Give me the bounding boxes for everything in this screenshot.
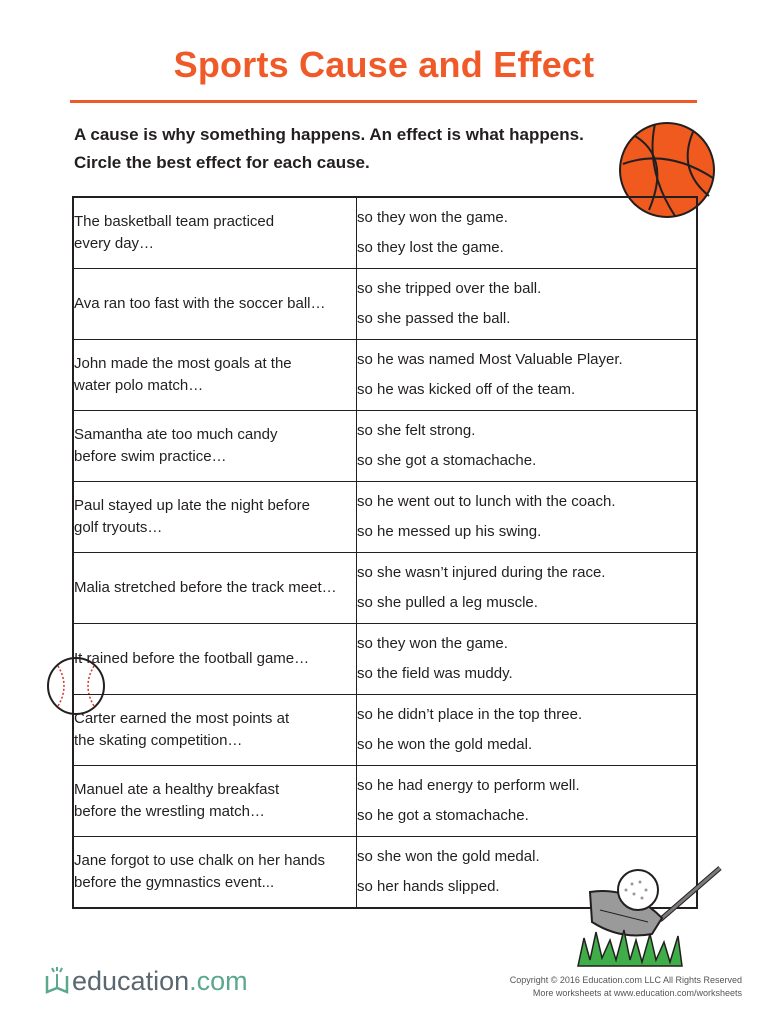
effect-option[interactable]: so she wasn’t injured during the race. <box>357 564 606 581</box>
cause-cell <box>73 340 357 411</box>
instructions-line-1: A cause is why something happens. An effect is what happens. <box>74 125 584 144</box>
effect-cell <box>357 766 698 837</box>
cause-cell <box>73 411 357 482</box>
effect-cell <box>357 269 698 340</box>
effect-cell <box>357 553 698 624</box>
cause-cell <box>73 553 357 624</box>
more-worksheets-line: More worksheets at www.education.com/worksheets <box>532 988 742 998</box>
effect-option[interactable]: so he had energy to perform well. <box>357 777 580 794</box>
cause-text: Carter earned the most points at the skating competition… <box>74 710 290 749</box>
effect-option[interactable]: so they won the game. <box>357 209 508 226</box>
table-row <box>73 482 697 553</box>
golf-club-and-ball-icon <box>570 860 730 970</box>
cause-text: It rained before the football game… <box>74 650 310 667</box>
copyright-notice <box>440 974 742 1000</box>
effect-option[interactable]: so he was named Most Valuable Player. <box>357 351 623 368</box>
effect-option[interactable]: so she got a stomachache. <box>357 452 537 469</box>
table-row <box>73 411 697 482</box>
cause-text: John made the most goals at the water polo match… <box>74 355 292 394</box>
cause-text: Ava ran too fast with the soccer ball… <box>74 295 326 312</box>
cause-cell <box>73 624 357 695</box>
page-title: Sports Cause and Effect <box>173 44 595 85</box>
effect-option[interactable]: so he got a stomachache. <box>357 807 529 824</box>
effect-option[interactable]: so she pulled a leg muscle. <box>357 594 538 611</box>
education-logo[interactable] <box>44 966 248 997</box>
cause-text: The basketball team practiced every day… <box>74 213 275 252</box>
instructions <box>74 121 634 177</box>
effect-cell <box>357 197 698 269</box>
effect-option[interactable]: so her hands slipped. <box>357 878 500 895</box>
cause-cell <box>73 766 357 837</box>
logo-suffix: .com <box>189 966 248 996</box>
cause-cell <box>73 837 357 909</box>
effect-option[interactable]: so the field was muddy. <box>357 665 513 682</box>
cause-cell <box>73 695 357 766</box>
table-row <box>73 269 697 340</box>
effect-option[interactable]: so he didn’t place in the top three. <box>357 706 583 723</box>
logo-text: education <box>72 966 190 996</box>
table-row <box>73 695 697 766</box>
cause-text: Jane forgot to use chalk on her hands before the gymnastics event... <box>74 852 326 891</box>
cause-text: Paul stayed up late the night before golf tryouts… <box>74 497 311 536</box>
cause-cell <box>73 482 357 553</box>
table-row <box>73 624 697 695</box>
effect-option[interactable]: so she tripped over the ball. <box>357 280 542 297</box>
title-divider <box>70 100 697 103</box>
effect-cell <box>357 411 698 482</box>
cause-cell <box>73 269 357 340</box>
effect-option[interactable]: so she passed the ball. <box>357 310 511 327</box>
effect-option[interactable]: so they lost the game. <box>357 239 504 256</box>
cause-text: Samantha ate too much candy before swim practice… <box>74 426 278 465</box>
effect-option[interactable]: so he was kicked off of the team. <box>357 381 576 398</box>
cause-text: Malia stretched before the track meet… <box>74 579 337 596</box>
effect-option[interactable]: so he went out to lunch with the coach. <box>357 493 616 510</box>
table-row <box>73 197 697 269</box>
instructions-line-2: Circle the best effect for each cause. <box>74 153 370 172</box>
effect-cell <box>357 695 698 766</box>
effect-option[interactable]: so he messed up his swing. <box>357 523 542 540</box>
table-row <box>73 766 697 837</box>
effect-cell <box>357 624 698 695</box>
book-icon <box>44 966 70 994</box>
copyright-line: Copyright © 2016 Education.com LLC All Rights Reserved <box>509 975 742 985</box>
cause-effect-table <box>72 196 698 909</box>
effect-option[interactable]: so she felt strong. <box>357 422 476 439</box>
cause-text: Manuel ate a healthy breakfast before the wrestling match… <box>74 781 280 820</box>
effect-cell <box>357 340 698 411</box>
table-row <box>73 340 697 411</box>
effect-cell <box>357 482 698 553</box>
effect-option[interactable]: so he won the gold medal. <box>357 736 533 753</box>
table-row <box>73 553 697 624</box>
effect-option[interactable]: so she won the gold medal. <box>357 848 540 865</box>
effect-option[interactable]: so they won the game. <box>357 635 508 652</box>
cause-cell <box>73 197 357 269</box>
